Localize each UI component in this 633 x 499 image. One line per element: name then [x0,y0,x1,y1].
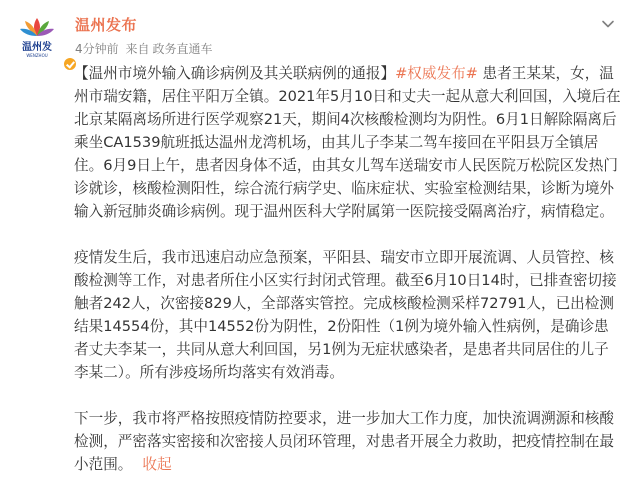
post-source[interactable]: 政务直通车 [152,42,213,56]
source-prefix: 来自 [125,42,150,56]
post-meta [75,40,216,57]
hashtag-title: 【温州市境外输入确诊病例及其关联病例的通报】 [74,65,396,82]
collapse-link[interactable]: 收起 [142,456,172,473]
hashtag-topic-link[interactable]: #权威发布# [395,65,478,82]
paragraph-3 [74,407,622,476]
avatar-logo-subtext: WENZHOU [26,53,48,58]
post-content [74,62,622,499]
paragraph-1 [74,62,622,223]
paragraph-3-text: 下一步，我市将严格按照疫情防控要求，进一步加大工作力度，加快流调溯源和核酸检测，严密落实密接和次密接人员闭环管理，对患者开展全力救助，把疫情控制在最小范围。 [74,410,614,473]
username-link[interactable]: 温州发布 [75,16,138,34]
paragraph-2: 疫情发生后，我市迅速启动应急预案，平阳县、瑞安市立即开展流调、人员管控、核酸检测等工作，对患者所住小区实行封闭式管理。截至6月10日14时，已排查密切接触者242人，次密接829人，全部落实管控。完成核酸检测采样72791人，已出检测结果14554份，其中14552份为阴性，2份阳性（1例为境外输入性病例，是确诊患者丈夫李某一，共同从意大利回国，另1例为无症状感染者，是患者共同居住的儿子李某二）。所有涉疫场所均落实有效消毒。 [74,249,617,381]
chevron-down-icon[interactable] [601,16,615,30]
avatar[interactable] [12,12,62,62]
post-time[interactable]: 4分钟前 [75,42,119,56]
paragraph-1-text: 患者王某某，女，温州市瑞安籍，居住平阳万全镇。2021年5月10日和丈夫一起从意大利回国，入境后在北京某隔离场所进行医学观察21天，期间4次核酸检测均为阴性。6月1日解除隔离后乘坐CA1539航班抵达温州龙湾机场，由其儿子李某二驾车接回在平阳县万全镇居住。6月9日上午，患者因身体不适，由其女儿驾车送瑞安市人民医院万松院区发热门诊就诊，核酸检测阳性，综合流行病学史、临床症状、实验室检测结果，诊断为境外输入新冠肺炎确诊病例。现于温州医科大学附属第一医院接受隔离治疗，病情稳定。 [74,65,621,220]
wenzhou-logo-icon [12,12,62,62]
avatar-logo-text: 温州发 [22,42,52,53]
